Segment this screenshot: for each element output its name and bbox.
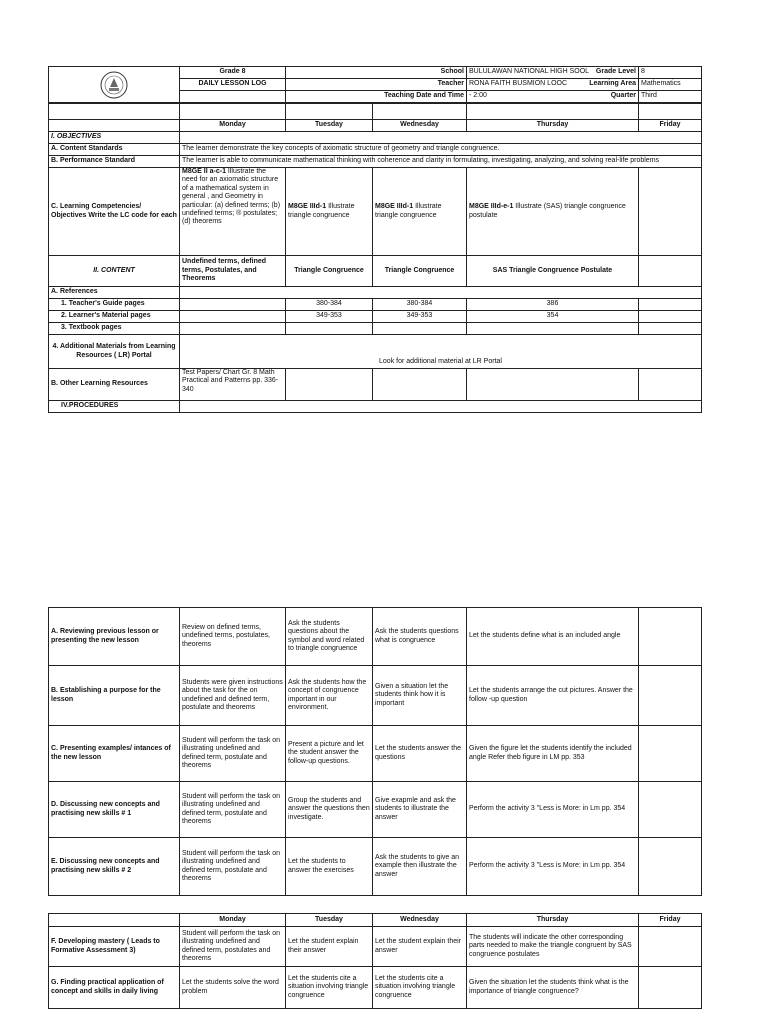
procedure-cell <box>639 666 702 726</box>
competency-wednesday <box>373 168 467 256</box>
procedure-label: G. Finding practical application of concept and skills in daily living <box>49 967 180 1009</box>
quarter-value: Third <box>639 91 702 103</box>
competency-wednesday-code: M8GE IIId-1 <box>375 203 414 211</box>
procedure-cell: Given a situation let the students think how it is important <box>373 666 467 726</box>
procedure-cell: Group the students and answer the questions then investigate. <box>286 782 373 838</box>
procedure-cell: Give exapmle and ask the students to illustrate the answer <box>373 782 467 838</box>
procedure-cell: Let the students define what is an included angle <box>467 608 639 666</box>
objectives-title: I. OBJECTIVES <box>49 132 180 144</box>
procedure-row <box>49 838 702 896</box>
procedure-label: B. Establishing a purpose for the lesson <box>49 666 180 726</box>
procedure-cell: Review on defined terms, undefined terms, postulates, theorems <box>180 608 286 666</box>
competency-tuesday <box>286 168 373 256</box>
procedure-cell <box>639 782 702 838</box>
procedure-cell <box>639 927 702 967</box>
procedure-cell: Present a picture and let the student answer the follow-up questions. <box>286 726 373 782</box>
procedure-label: D. Discussing new concepts and practising new skills # 1 <box>49 782 180 838</box>
content-monday: Undefined terms, defined terms, Postulates, and Theorems <box>180 256 286 287</box>
deped-seal <box>49 67 180 103</box>
performance-standard-label: B. Performance Standard <box>49 156 180 168</box>
procedure-cell: Ask the students questions what is congruence <box>373 608 467 666</box>
procedure-cell: Let the student explain their answer <box>373 927 467 967</box>
lm-friday <box>639 311 702 323</box>
procedure-cell: Let the students arrange the cut pictures. Answer the follow -up question <box>467 666 639 726</box>
lm-label: 2. Learner's Material pages <box>49 311 180 323</box>
procedure-cell: Students were given instructions about the task for the on undefined and defined term, postulate and theorems <box>180 666 286 726</box>
competency-wednesday-text: Illustrate triangle congruence <box>375 203 442 219</box>
header-right-labels <box>472 66 638 103</box>
other-resources-label: B. Other Learning Resources <box>49 369 180 401</box>
procedure-cell <box>639 608 702 666</box>
objectives-table <box>48 103 702 413</box>
competency-tuesday-code: M8GE IIId-1 <box>288 203 327 211</box>
content-wednesday: Triangle Congruence <box>373 256 467 287</box>
day-tuesday-2: Tuesday <box>286 914 373 927</box>
procedure-row <box>49 608 702 666</box>
procedure-cell: Ask the students how the concept of congruence important in our environment. <box>286 666 373 726</box>
day-thursday: Thursday <box>467 120 639 132</box>
procedure-cell: The students will indicate the other corresponding parts needed to make the triangle congruent by SAS congruence postulates <box>467 927 639 967</box>
content-standards-text: The learner demonstrate the key concepts of axiomatic structure of geometry and triangle congruence. <box>180 144 702 156</box>
procedure-row <box>49 927 702 967</box>
tg-friday <box>639 299 702 311</box>
procedure-cell: Let the students cite a situation involving triangle congruence <box>373 967 467 1009</box>
competency-thursday-text: Illustrate (SAS) triangle congruence postulate <box>469 203 626 219</box>
procedure-cell: Let the students answer the questions <box>373 726 467 782</box>
procedure-cell: Let the students cite a situation involving triangle congruence <box>286 967 373 1009</box>
deped-seal-icon <box>92 70 136 100</box>
quarter-label: Quarter <box>610 92 636 99</box>
teacher-label: Teacher <box>286 79 467 91</box>
procedure-cell <box>639 838 702 896</box>
school-value: BULULAWAN NATIONAL HIGH SOOL <box>467 67 639 79</box>
content-standards-label: A. Content Standards <box>49 144 180 156</box>
procedure-label: F. Developing mastery ( Leads to Formative Assessment 3) <box>49 927 180 967</box>
procedure-row <box>49 726 702 782</box>
procedure-cell: Let the students to answer the exercises <box>286 838 373 896</box>
lm-monday <box>180 311 286 323</box>
grade-level-label-overlay: Grade Level <box>595 68 636 75</box>
day-tuesday: Tuesday <box>286 120 373 132</box>
day-monday-2: Monday <box>180 914 286 927</box>
procedure-row <box>49 666 702 726</box>
content-thursday: SAS Triangle Congruence Postulate <box>467 256 639 287</box>
competencies-label: C. Learning Competencies/ Objectives Write the LC code for each <box>49 168 180 256</box>
other-resources-monday: Test Papers/ Chart Gr. 8 Math Practical and Patterns pp. 336-340 <box>180 369 286 401</box>
log-title: DAILY LESSON LOG <box>180 79 286 91</box>
lm-wednesday: 349-353 <box>373 311 467 323</box>
learning-area-label: Learning Area <box>589 80 636 87</box>
procedure-cell: Student will perform the task on illustrating undefined and defined term, postulate and theorems <box>180 782 286 838</box>
content-title: II. CONTENT <box>49 256 180 287</box>
lm-thursday: 354 <box>467 311 639 323</box>
day-monday: Monday <box>180 120 286 132</box>
procedure-cell <box>639 726 702 782</box>
day-friday: Friday <box>639 120 702 132</box>
grade-level-value: 8 <box>639 67 702 79</box>
day-thursday-2: Thursday <box>467 914 639 927</box>
competency-monday-text: Illustrate the need for an axiomatic structure of a mathematical system in general , and Geometry in particular: (a) defined terms; (b) undefined terms; ® postulates; (d) theorems <box>182 168 281 226</box>
tg-monday <box>180 299 286 311</box>
competency-monday <box>180 168 286 256</box>
lm-tuesday: 349-353 <box>286 311 373 323</box>
procedure-cell <box>639 967 702 1009</box>
procedure-cell: Let the students solve the word problem <box>180 967 286 1009</box>
day-wednesday: Wednesday <box>373 120 467 132</box>
tg-tuesday: 380-384 <box>286 299 373 311</box>
procedure-label: E. Discussing new concepts and practising new skills # 2 <box>49 838 180 896</box>
procedure-label: C. Presenting examples/ intances of the new lesson <box>49 726 180 782</box>
teacher-value: RONA FAITH BUSMION LOOC <box>467 79 639 91</box>
procedure-row <box>49 967 702 1009</box>
learning-area-value: Mathematics <box>639 79 702 91</box>
date-value: - 2:00 <box>467 91 639 103</box>
competency-thursday <box>467 168 639 256</box>
lr-value: Look for additional material at LR Portal <box>180 335 702 369</box>
procedure-label: A. Reviewing previous lesson or presenting the new lesson <box>49 608 180 666</box>
procedure-row <box>49 782 702 838</box>
procedure-cell: Student will perform the task on illustrating undefined and defined term, postulates and theorems <box>180 927 286 967</box>
procedure-cell: Perform the activity 3 "Less is More: in Lm pp. 354 <box>467 838 639 896</box>
day-friday-2: Friday <box>639 914 702 927</box>
procedure-cell: Student will perform the task on illustrating undefined and defined term, postulate and theorems <box>180 726 286 782</box>
procedure-cell: Ask the students to give an example then illustrate the answer <box>373 838 467 896</box>
day-wednesday-2: Wednesday <box>373 914 467 927</box>
procedure-cell: Given the situation let the students think what is the importance of triangle congruence? <box>467 967 639 1009</box>
references-title: A. References <box>49 287 180 299</box>
school-label: School <box>286 67 467 79</box>
procedure-cell: Student will perform the task on illustrating undefined and defined term, postulate and theorems <box>180 838 286 896</box>
procedure-cell: Ask the students questions about the symbol and word related to triangle congruence <box>286 608 373 666</box>
tg-thursday: 386 <box>467 299 639 311</box>
content-tuesday: Triangle Congruence <box>286 256 373 287</box>
lr-label: 4. Additional Materials from Learning Resources ( LR) Portal <box>49 335 180 369</box>
competency-tuesday-text: Illustrate triangle congruence <box>288 203 355 219</box>
competency-monday-code: M8GE II a-c-1 <box>182 168 226 175</box>
performance-standard-text: The learner is able to communicate mathematical thinking with coherence and clarity in formulating, investigating, analyzing, and solving real-life problems <box>180 156 702 168</box>
procedure-cell: Given the figure let the students identify the included angle Refer theb figure in LM pp. 353 <box>467 726 639 782</box>
competency-thursday-code: M8GE IIId-e-1 <box>469 203 514 211</box>
tb-label: 3. Textbook pages <box>49 323 180 335</box>
procedures-title: IV.PROCEDURES <box>49 401 180 413</box>
procedure-cell: Perform the activity 3 "Less is More: in Lm pp. 354 <box>467 782 639 838</box>
procedures-table <box>48 607 702 896</box>
procedures-table-2 <box>48 913 702 1009</box>
procedure-cell: Let the student explain their answer <box>286 927 373 967</box>
tg-label: 1. Teacher's Guide pages <box>49 299 180 311</box>
grade-title: Grade 8 <box>180 67 286 79</box>
tg-wednesday: 380-384 <box>373 299 467 311</box>
date-label: Teaching Date and Time <box>286 91 467 103</box>
